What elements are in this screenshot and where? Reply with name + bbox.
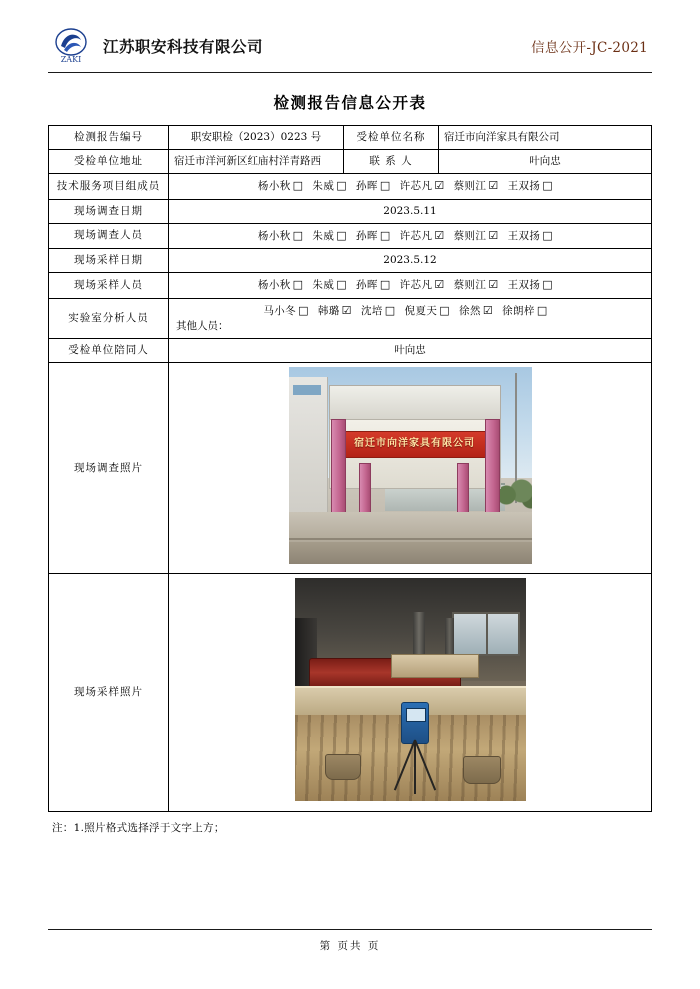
table-row — [49, 150, 652, 174]
member-checkbox[interactable]: □ — [542, 179, 554, 193]
member-name: 倪夏天 — [404, 304, 438, 317]
member-name: 杨小秋 — [257, 279, 291, 292]
member-checkbox[interactable]: □ — [292, 179, 304, 193]
survey-photo-image — [289, 367, 532, 564]
member-checkbox[interactable]: □ — [536, 303, 548, 317]
road-line — [289, 538, 532, 540]
page-footer: 第 页共 页 — [48, 929, 652, 953]
member-name: 朱威 — [312, 229, 335, 242]
table-row — [49, 338, 652, 362]
gate-top — [329, 385, 501, 421]
lab-other-label: 其他人员： — [176, 319, 229, 332]
member-checkbox[interactable]: □ — [298, 303, 309, 317]
table-row-survey-photo — [49, 363, 652, 574]
tripod — [391, 740, 439, 796]
member-checkbox[interactable]: □ — [542, 228, 554, 242]
sample-photo-image — [295, 578, 526, 801]
member-name: 徐朗梓 — [502, 304, 535, 317]
bucket — [325, 754, 361, 780]
member-checkbox[interactable]: ☑ — [488, 228, 499, 242]
gate-banner-text: 宿迁市向洋家具有限公司 — [335, 431, 495, 458]
member-checkbox[interactable]: □ — [379, 179, 391, 193]
member-name: 孙晖 — [356, 229, 378, 242]
table-row — [49, 249, 652, 273]
client-name-label: 受检单位名称 — [344, 126, 439, 150]
header-left — [48, 26, 263, 66]
member-name: 马小冬 — [263, 304, 297, 317]
member-checkbox[interactable]: ☑ — [434, 179, 445, 193]
survey-photo-label: 现场调查照片 — [49, 363, 169, 574]
company-name: 江苏职安科技有限公司 — [103, 37, 264, 56]
member-checkbox[interactable]: □ — [292, 228, 304, 242]
page-title: 检测报告信息公开表 — [273, 93, 427, 112]
machine-arm — [413, 612, 425, 660]
member-name: 许芯凡 — [399, 229, 433, 242]
sample-date-value: 2023.5.12 — [169, 249, 652, 273]
member-checkbox[interactable]: ☑ — [434, 228, 445, 242]
report-no-label: 检测报告编号 — [49, 126, 169, 150]
member-name: 朱威 — [312, 279, 335, 292]
survey-date-value: 2023.5.11 — [169, 199, 652, 223]
machine-arm — [445, 618, 454, 658]
lab-staff-cell — [169, 298, 652, 338]
team-label: 技术服务项目组成员 — [49, 174, 169, 199]
workshop-window — [452, 612, 520, 656]
member-checkbox[interactable]: ☑ — [482, 303, 494, 317]
table-row — [49, 298, 652, 338]
table-row — [49, 174, 652, 199]
member-name: 孙晖 — [356, 180, 378, 193]
contact-value: 叶向忠 — [439, 150, 652, 174]
table-row — [49, 273, 652, 298]
member-name: 朱威 — [312, 180, 335, 193]
sample-date-label: 现场采样日期 — [49, 249, 169, 273]
report-no-value: 职安职检（2023）0223 号 — [169, 126, 344, 150]
member-checkbox[interactable]: □ — [336, 278, 348, 292]
table-row — [49, 199, 652, 223]
lab-staff-label: 实验室分析人员 — [49, 298, 169, 338]
member-checkbox[interactable]: □ — [379, 228, 391, 242]
member-name: 沈培 — [360, 304, 383, 317]
page-header — [48, 26, 652, 73]
member-checkbox[interactable]: □ — [542, 278, 554, 292]
sample-photo-label: 现场采样照片 — [49, 574, 169, 811]
member-name: 韩璐 — [317, 304, 340, 317]
zaki-logo-icon — [48, 26, 94, 66]
document-code: 信息公开-JC-2021 — [531, 40, 648, 56]
survey-date-label: 现场调查日期 — [49, 199, 169, 223]
member-name: 杨小秋 — [257, 229, 291, 242]
svg-text:ZAKI: ZAKI — [60, 55, 82, 64]
member-name: 蔡则江 — [453, 279, 487, 292]
survey-photo-cell — [169, 363, 652, 574]
contact-label: 联 系 人 — [344, 150, 439, 174]
info-table — [48, 125, 652, 812]
client-addr-value: 宿迁市洋河新区红庙村洋青路西 — [169, 150, 344, 174]
member-name: 王双扬 — [507, 279, 541, 292]
survey-staff-label: 现场调查人员 — [49, 223, 169, 248]
table-row-sample-photo — [49, 574, 652, 811]
sample-staff-label: 现场采样人员 — [49, 273, 169, 298]
member-name: 徐然 — [459, 304, 481, 317]
member-checkbox[interactable]: □ — [384, 303, 396, 317]
client-name-value: 宿迁市向洋家具有限公司 — [439, 126, 652, 150]
member-name: 王双扬 — [507, 229, 541, 242]
wood-plank — [391, 654, 479, 678]
member-name: 蔡则江 — [453, 229, 487, 242]
member-name: 杨小秋 — [257, 180, 291, 193]
member-checkbox[interactable]: ☑ — [434, 278, 445, 292]
member-checkbox[interactable]: ☑ — [488, 179, 499, 193]
survey-members — [169, 223, 652, 248]
accompany-label: 受检单位陪同人 — [49, 338, 169, 362]
member-checkbox[interactable]: ☑ — [341, 303, 352, 317]
sampling-device — [401, 702, 429, 744]
member-name: 许芯凡 — [399, 279, 433, 292]
member-name: 孙晖 — [356, 279, 378, 292]
member-name: 王双扬 — [507, 180, 541, 193]
member-name: 许芯凡 — [399, 180, 433, 193]
bucket — [463, 756, 501, 784]
member-checkbox[interactable]: □ — [336, 228, 348, 242]
accompany-value: 叶向忠 — [169, 338, 652, 362]
member-checkbox[interactable]: □ — [336, 179, 348, 193]
dirt-foreground — [289, 542, 532, 564]
member-checkbox[interactable]: □ — [439, 303, 451, 317]
client-addr-label: 受检单位地址 — [49, 150, 169, 174]
table-row — [49, 223, 652, 248]
left-building — [289, 377, 328, 517]
team-members — [169, 174, 652, 199]
sample-members — [169, 273, 652, 298]
member-name: 蔡则江 — [453, 180, 487, 193]
sample-photo-cell — [169, 574, 652, 811]
member-checkbox[interactable]: ☑ — [488, 278, 499, 292]
member-checkbox[interactable]: □ — [379, 278, 391, 292]
table-row — [49, 126, 652, 150]
footnote: 注：1.照片格式选择浮于文字上方； — [52, 821, 225, 834]
member-checkbox[interactable]: □ — [292, 278, 304, 292]
lab-members — [174, 303, 646, 319]
